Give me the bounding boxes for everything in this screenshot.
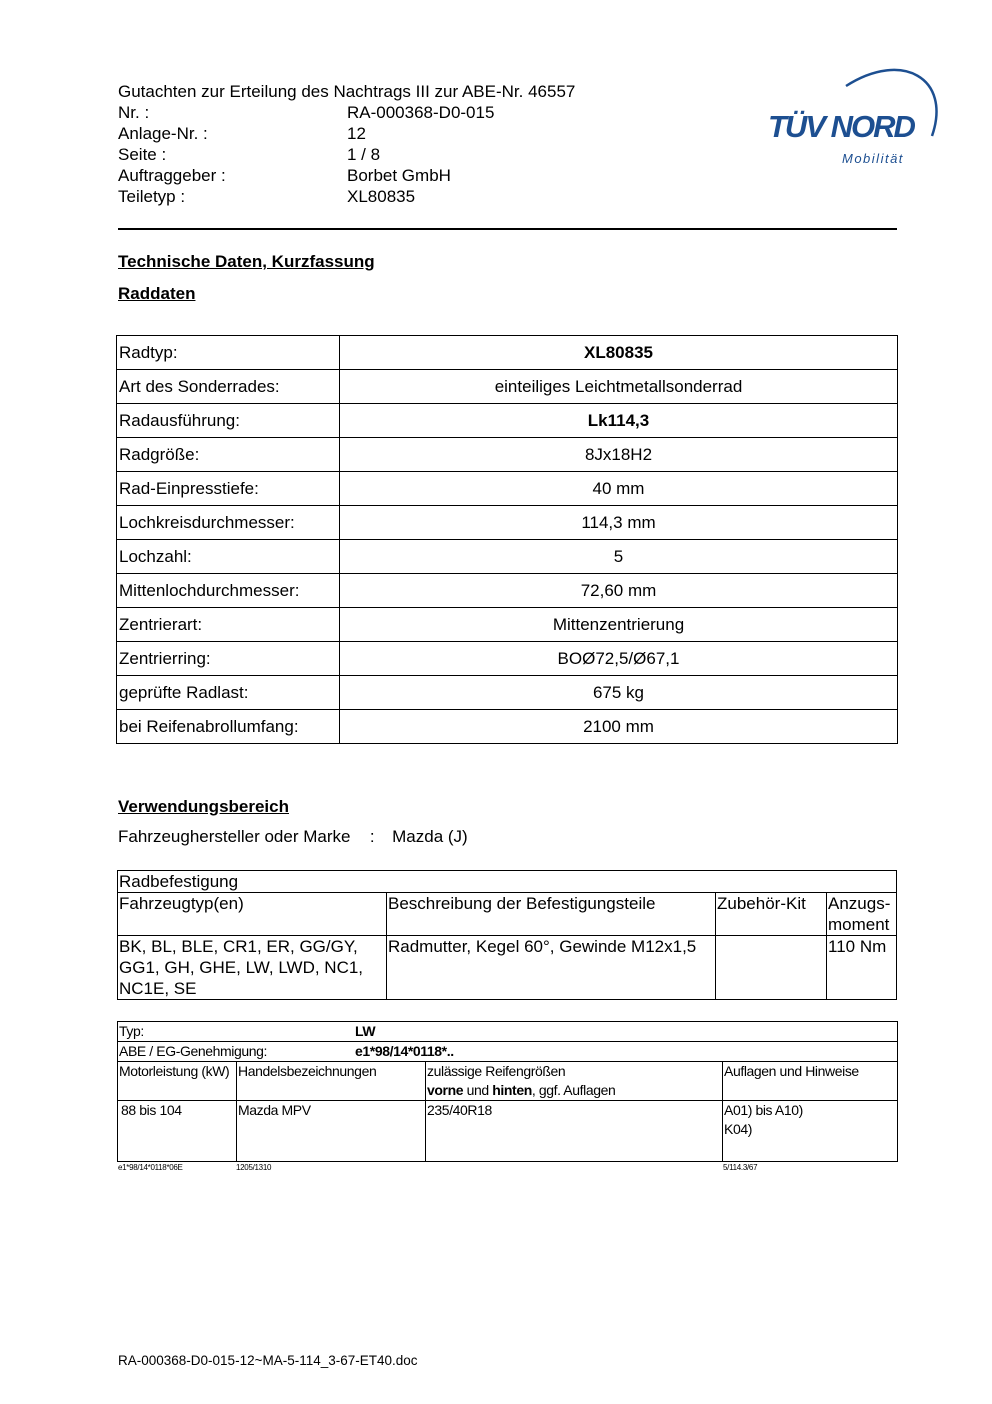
table-row [117,404,898,438]
raddaten-key: Mittenlochdurchmesser: [117,574,340,608]
table-row [118,936,897,1000]
table-row [117,642,898,676]
motorleistung-cell: 88 bis 104 [118,1101,237,1162]
typ-table [117,1021,898,1162]
raddaten-value: Mittenzentrierung [340,608,898,642]
raddaten-key: geprüfte Radlast: [117,676,340,710]
raddaten-key: Radausführung: [117,404,340,438]
abe-label: ABE / EG-Genehmigung: [119,1043,268,1059]
abe-value: e1*98/14*0118*.. [355,1043,454,1059]
reifen-header-hinten: hinten [492,1082,532,1098]
auflagen-cell [723,1101,898,1162]
header-key: Teiletyp : [118,187,186,206]
header-key: Auftraggeber : [118,166,226,185]
header-value: 1 / 8 [347,145,381,164]
table-row [118,1022,898,1042]
raddaten-key: bei Reifenabrollumfang: [117,710,340,744]
header-value: RA-000368-D0-015 [347,103,495,122]
raddaten-value: BOØ72,5/Ø67,1 [340,642,898,676]
column-header: Handelsbezeichnungen [237,1062,426,1101]
header-key: Anlage-Nr. : [118,124,208,143]
header-value: 12 [347,124,366,143]
footer-filename: RA-000368-D0-015-12~MA-5-114_3-67-ET40.doc [118,1353,418,1368]
table-row [117,608,898,642]
reifen-header-rest: , ggf. Auflagen [531,1082,616,1098]
raddaten-value: 40 mm [340,472,898,506]
raddaten-heading: Raddaten [118,284,196,303]
hersteller-label: Fahrzeughersteller oder Marke [118,827,351,846]
column-header [426,1062,723,1101]
raddaten-key: Radgröße: [117,438,340,472]
radbefestigung-title: Radbefestigung [118,871,897,893]
column-header: Motorleistung (kW) [118,1062,237,1101]
hersteller-separator: : [369,827,375,846]
column-header: Fahrzeugtyp(en) [118,893,387,936]
tuv-nord-logo [762,58,942,170]
table-row [117,540,898,574]
fahrzeugtypen-cell: BK, BL, BLE, CR1, ER, GG/GY, GG1, GH, GHE, LW, LWD, NC1, NC1E, SE [118,936,387,1000]
raddaten-value: 114,3 mm [340,506,898,540]
raddaten-key: Art des Sonderrades: [117,370,340,404]
zubehoer-kit-cell [716,936,827,1000]
raddaten-value: 8Jx18H2 [340,438,898,472]
raddaten-key: Zentrierring: [117,642,340,676]
hersteller-value: Mazda (J) [392,827,468,846]
table-row [117,370,898,404]
typ-row [118,1022,898,1042]
reifen-header-und: und [463,1082,493,1098]
handelsbezeichnung-cell: Mazda MPV [237,1101,426,1162]
small-code-wheel: 5/114.3/67 [723,1163,758,1172]
reifen-header-line1: zulässige Reifengrößen [427,1063,566,1079]
raddaten-value: 72,60 mm [340,574,898,608]
document-title: Gutachten zur Erteilung des Nachtrags III zur ABE-Nr. 46557 [118,82,576,101]
header-value: XL80835 [347,187,416,206]
typ-value: LW [355,1023,376,1039]
header-row-auftraggeber [118,165,575,186]
auflagen-line: K04) [724,1121,752,1137]
header-key: Seite : [118,145,167,164]
raddaten-value: XL80835 [340,336,898,370]
header-row-nr [118,102,575,123]
raddaten-key: Rad-Einpresstiefe: [117,472,340,506]
raddaten-key: Radtyp: [117,336,340,370]
logo-wordmark: TÜV NORD [768,109,914,144]
column-header: Beschreibung der Befestigungsteile [387,893,716,936]
table-row [118,1042,898,1062]
table-header-row [118,893,897,936]
table-row [117,506,898,540]
column-header: Auflagen und Hinweise [723,1062,898,1101]
table-row [117,336,898,370]
table-header-row [118,1062,898,1101]
section-title: Technische Daten, Kurzfassung [118,252,375,271]
table-row [118,871,897,893]
abe-row [118,1042,898,1062]
reifen-header-vorne: vorne [427,1082,464,1098]
document-header [118,81,575,207]
table-row [117,574,898,608]
column-header: Anzugs- moment [827,893,897,936]
raddaten-value: 675 kg [340,676,898,710]
raddaten-value: Lk114,3 [340,404,898,438]
raddaten-table [116,335,898,744]
typ-label: Typ: [119,1023,144,1039]
raddaten-key: Lochkreisdurchmesser: [117,506,340,540]
raddaten-value: 2100 mm [340,710,898,744]
anzugsmoment-cell: 110 Nm [827,936,897,1000]
header-key: Nr. : [118,103,150,122]
auflagen-line: A01) bis A10) [724,1102,803,1118]
raddaten-value: einteiliges Leichtmetallsonderrad [340,370,898,404]
table-row [117,438,898,472]
header-value: Borbet GmbH [347,166,451,185]
small-code-index: 1205/1310 [236,1163,272,1172]
small-code-approval: e1*98/14*0118*06E [118,1163,183,1172]
table-row [117,710,898,744]
table-row [117,676,898,710]
verwendungsbereich-heading: Verwendungsbereich [118,797,289,816]
beschreibung-cell: Radmutter, Kegel 60°, Gewinde M12x1,5 [387,936,716,1000]
column-header: Zubehör-Kit [716,893,827,936]
fahrzeughersteller-line [118,827,468,847]
table-row [117,472,898,506]
header-row-teiletyp [118,186,575,207]
raddaten-value: 5 [340,540,898,574]
raddaten-key: Zentrierart: [117,608,340,642]
radbefestigung-table [117,870,897,1000]
header-divider [118,228,897,230]
raddaten-key: Lochzahl: [117,540,340,574]
header-row-anlage [118,123,575,144]
logo-subtitle: Mobilität [842,151,904,166]
reifengroesse-cell: 235/40R18 [426,1101,723,1162]
table-row [118,1101,898,1162]
header-row-seite [118,144,575,165]
